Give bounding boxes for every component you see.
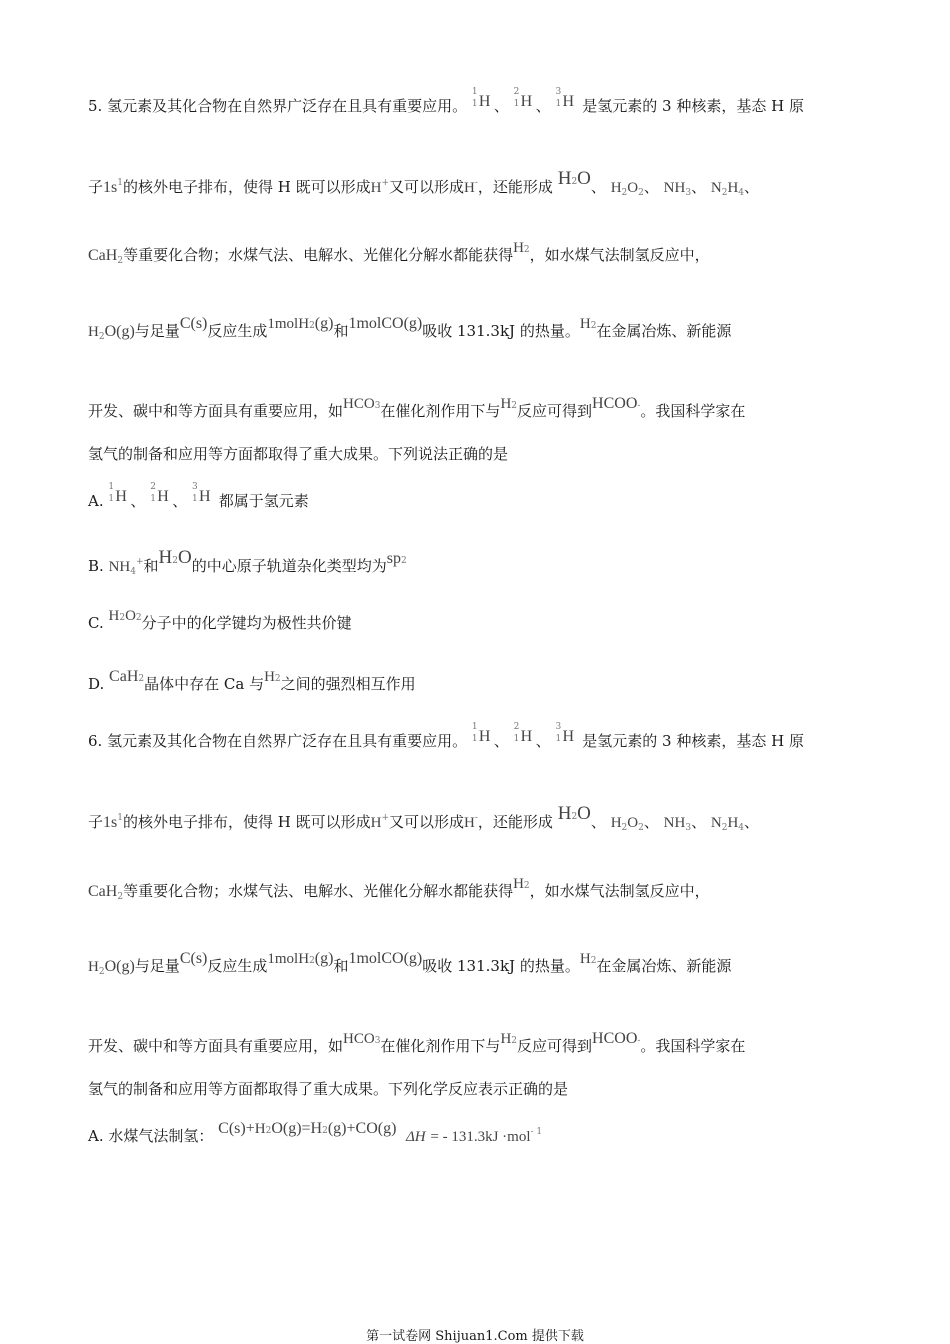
- q6-line-4: $H_2O(g)$与足量C(s)反应生成1molH$^2$(g)和1molCO(g)吸收 131.3kJ 的热量。$H^2$在金属冶炼、新能源: [88, 950, 732, 977]
- q6-option-a: A. 水煤气法制氢： $C(s)+H^2O(g)=H^2(g)+CO(g) \Delta H$ = - 131.3kJ ·mol$^{- 1}$: [88, 1120, 543, 1145]
- isotope-h3: 3 1 H: [555, 87, 575, 110]
- q5-line-1: 5. 氢元素及其化合物在自然界广泛存在且具有重要应用。 1 1 H 、 2 1 H 、 3 1 H 是氢元素的 3 种核素，基态 H 原: [88, 87, 804, 115]
- q5-option-b: B. $NH_4^+$和$H^2O$的中心原子轨道杂化类型均为$sp^2$: [88, 547, 407, 577]
- q5-line-2: 子$1s^1$的核外电子排布，使得 H 既可以形成H+又可以形成H-，还能形成 $H^2O$、 $H_2O_2$、 $NH_3$、 $N_2H_4$、: [88, 168, 760, 198]
- q6-line-5: 开发、碳中和等方面具有重要应用，如HCO$^3$在催化剂作用下与$H^2$反应可得到HCOO-。我国科学家在: [88, 1030, 746, 1055]
- q5-line-6: 氢气的制备和应用等方面都取得了重大成果。下列说法正确的是: [88, 445, 509, 463]
- q6-line-1: 6. 氢元素及其化合物在自然界广泛存在且具有重要应用。 1 1 H 、 2 1 H 、 3 1 H 是氢元素的 3 种核素，基态 H 原: [88, 722, 804, 750]
- isotope-h2: 2 1 H: [513, 87, 533, 110]
- q6-line-3: CaH$_2$等重要化合物；水煤气法、电解水、光催化分解水都能获得$H^2$，如水煤气法制氢反应中，: [88, 876, 710, 902]
- q5-line-4: $H_2O(g)$与足量C(s)反应生成1molH$^2$(g)和1molCO(g)吸收 131.3kJ 的热量。$H^2$在金属冶炼、新能源: [88, 315, 732, 342]
- q5-option-c: C. $H^2O^2$分子中的化学键均为极性共价键: [88, 608, 352, 632]
- q5-option-a: A. 1 1 H 、 2 1 H 、 3 1 H 都属于氢元素: [88, 482, 309, 510]
- q6-line-6: 氢气的制备和应用等方面都取得了重大成果。下列化学反应表示正确的是: [88, 1080, 569, 1098]
- q6-line-2: 子$1s^1$的核外电子排布，使得 H 既可以形成H+又可以形成H-，还能形成 $H^2O$、 $H_2O_2$、 $NH_3$、 $N_2H_4$、: [88, 803, 760, 833]
- q5-line-5: 开发、碳中和等方面具有重要应用，如HCO$^3$在催化剂作用下与$H^2$反应可得到HCOO-。我国科学家在: [88, 395, 746, 420]
- isotope-h1: 1 1 H: [471, 87, 491, 110]
- footer: 第一试卷网 Shijuan1.Com 提供下载: [366, 1329, 584, 1344]
- q5-option-d: D. CaH$^2$晶体中存在 Ca 与$H^2$之间的强烈相互作用: [88, 668, 416, 693]
- q5-line-3: CaH$_2$等重要化合物；水煤气法、电解水、光催化分解水都能获得$H^2$，如水煤气法制氢反应中，: [88, 240, 710, 266]
